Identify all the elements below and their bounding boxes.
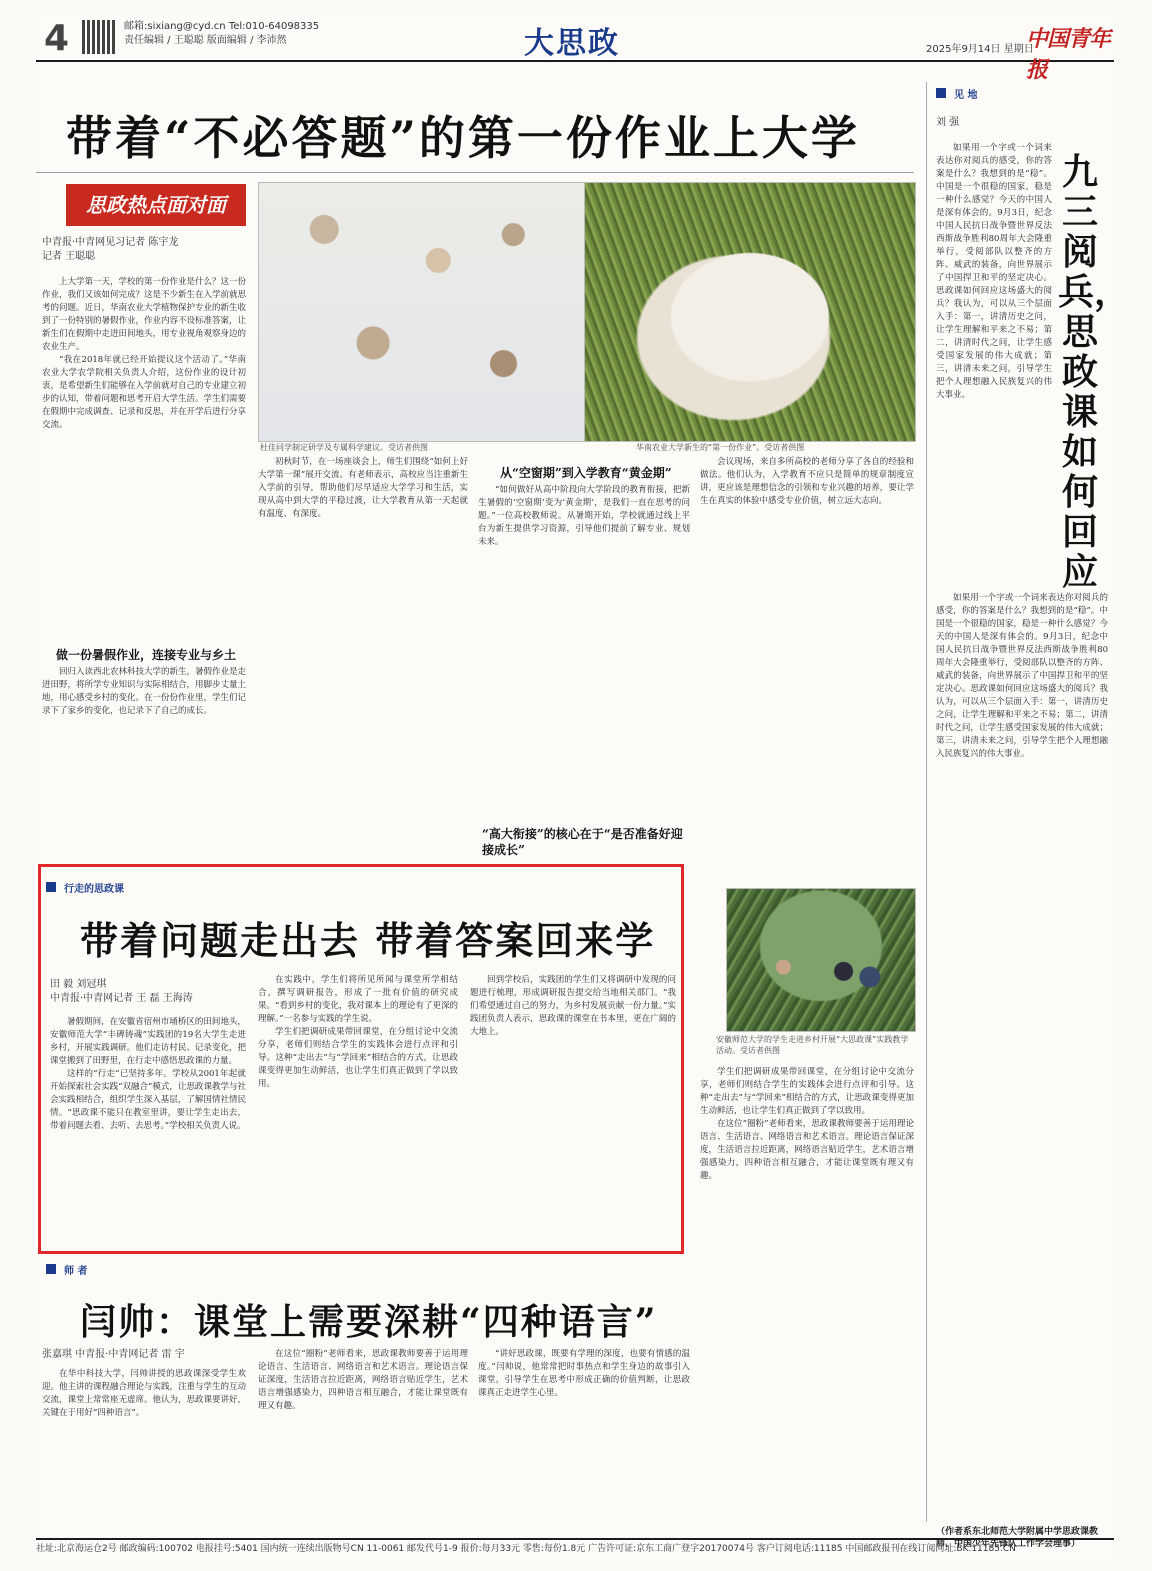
- column-divider: [926, 82, 927, 1522]
- paragraph: 回归入读西北农林科技大学的新生，暑假作业是走进田野，将所学专业知识与实际相结合，用脚步丈量土地，用心感受乡村的变化。在一份份作业里，学生们记录下了家乡的变化，也记录下了自己的成长。: [42, 667, 246, 716]
- qr-code-icon: [82, 20, 116, 54]
- photo-caption: 安徽师范大学的学生走进乡村开展“大思政课”实践教学活动。受访者供图: [716, 1035, 909, 1055]
- tag-marker-icon: [46, 882, 56, 892]
- article1-column: [258, 456, 468, 856]
- page-number: 4: [44, 18, 70, 59]
- contact-info: [124, 20, 319, 48]
- paragraph: 回到学校后，实践团的学生们又将调研中发现的问题进行梳理，形成调研报告提交给当地相关部门。“我们希望通过自己的努力，为乡村发展贡献一份力量。”实践团负责人表示，思政课的课堂在书本里，更在广阔的大地上。: [470, 975, 676, 1037]
- article3-column: [42, 1368, 246, 1532]
- article1-column: [700, 456, 914, 856]
- newspaper-logo: 中国青年报: [1026, 26, 1111, 83]
- article2-byline: [50, 978, 250, 1006]
- article1-column: [42, 666, 246, 858]
- column-tag: 见 地: [954, 90, 978, 101]
- article2-column: [258, 974, 458, 1246]
- article1-column: [478, 484, 690, 824]
- masthead: [36, 12, 1114, 83]
- paragraph: 在这位“圈粉”老师看来，思政课教师要善于运用理论语言、生活语言、网络语言和艺术语言。理论语言保证深度，生活语言拉近距离，网络语言贴近学生，艺术语言增强感染力，四种语言相互融合，才能让课堂既有理又有趣。: [258, 1349, 468, 1411]
- paragraph: 如果用一个字或一个词来表达你对阅兵的感受，你的答案是什么？我想到的是“稳”。中国是一个很稳的国家，稳是一种什么感觉？今天的中国人是深有体会的。9月3日，纪念中国人民抗日战争暨世界反法西斯战争胜利80周年大会隆重举行，受阅部队以整齐的方阵、威武的装备，向世界展示了中国捍卫和平的坚定决心。思政课如何回应这场盛大的阅兵？我认为，可以从三个层面入手：第一，讲清历史之问，让学生理解和平来之不易；第二，讲清时代之问，让学生感受国家发展的伟大成就；第三，讲清未来之问，引导学生把个人理想融入民族复兴的伟大事业。: [936, 143, 1052, 400]
- side-byline: 刘 强: [936, 117, 960, 128]
- byline-reporter: 记者 王聪聪: [42, 251, 96, 262]
- paragraph: 如果用一个字或一个词来表达你对阅兵的感受，你的答案是什么？我想到的是“稳”。中国是一个很稳的国家，稳是一种什么感觉？今天的中国人是深有体会的。9月3日，纪念中国人民抗日战争暨世界反法西斯战争胜利80周年大会隆重举行，受阅部队以整齐的方阵、威武的装备，向世界展示了中国捍卫和平的坚定决心。思政课如何回应这场盛大的阅兵？我认为，可以从三个层面入手：第一，讲清历史之问，让学生理解和平来之不易；第二，讲清时代之问，让学生感受国家发展的伟大成就；第三，讲清未来之问，引导学生把个人理想融入民族复兴的伟大事业。: [936, 593, 1108, 759]
- paragraph: 学生们把调研成果带回课堂，在分组讨论中交流分享，老师们则结合学生的实践体会进行点评和引导。这种“走出去”与“学回来”相结合的方式，让思政课变得更加生动鲜活，也让学生们真正做到了学以致用。: [700, 1067, 914, 1116]
- newspaper-page: [36, 12, 1131, 1562]
- byline-reporter: 中青报·中青网见习记者 陈宇龙: [42, 237, 179, 248]
- paragraph: 在实践中，学生们将所见所闻与课堂所学相结合，撰写调研报告，形成了一批有价值的研究成果。“看到乡村的变化，我对课本上的理论有了更深的理解。”一名参与实践的学生说。: [258, 975, 458, 1024]
- side-column: [936, 592, 1108, 1518]
- article2-continued-column: [700, 1066, 914, 1532]
- column-badge: 思政热点面对面: [66, 184, 246, 226]
- article1-byline: [42, 236, 242, 264]
- column-tag: 行走的思政课: [64, 884, 124, 895]
- subheading: 做一份暑假作业，连接专业与乡土: [56, 648, 237, 662]
- article3-column: [478, 1348, 690, 1532]
- section-title: 大思政: [524, 26, 620, 61]
- issue-date: 2025年9月14日 星期日: [926, 44, 1034, 55]
- byline-reporter: 田 毅 刘冠琪: [50, 979, 107, 990]
- paragraph: 会议现场，来自多所高校的老师分享了各自的经验和做法。他们认为，入学教育不应只是简单的规章制度宣讲，更应该是理想信念的引领和专业兴趣的培养，要让学生在真实的体验中感受专业价值，树立远大志向。: [700, 457, 914, 506]
- article1-column: [42, 276, 246, 642]
- paragraph: 这样的“行走”已坚持多年。学校从2001年起就开始探索社会实践“双融合”模式，让思政课教学与社会实践相结合，组织学生深入基层，了解国情社情民情。“思政课不能只在教室里讲，要让学生走出去，带着问题去看、去听、去思考。”学校相关负责人说。: [50, 1069, 246, 1131]
- subheading: “高大衔接”的核心在于“是否准备好迎接成长”: [482, 827, 683, 857]
- article3-column: [258, 1348, 468, 1532]
- paragraph: 在华中科技大学，闫帅讲授的思政课深受学生欢迎。他主讲的课程融合理论与实践，注重与学生的互动交流，课堂上常常座无虚席。他认为，思政课要讲好，关键在于用好“四种语言”。: [42, 1369, 246, 1418]
- column-tag: 师 者: [64, 1266, 88, 1277]
- contact-line: 邮箱:sixiang@cyd.cn Tel:010-64098335: [124, 21, 320, 32]
- paragraph: “我在2018年就已经开始提议这个活动了。”华南农业大学农学院相关负责人介绍，这份作业的设计初衷，是希望新生们能够在入学前就对自己的专业建立初步的认知，带着问题和思考开启大学生活。学生们需要在假期中完成调查、记录和反思，并在开学后进行分享交流。: [42, 355, 246, 430]
- article3-byline: 张嘉琪 中青报·中青网记者 雷 宇: [42, 1349, 185, 1360]
- paragraph: “如何做好从高中阶段向大学阶段的教育衔接，把新生暑假的‘空窗期’变为‘黄金期’，是我们一直在思考的问题。”一位高校教师说。从暑期开始，学校就通过线上平台为新生提供学习资源，引导他们提前了解专业、规划未来。: [478, 485, 690, 547]
- article2-column: [50, 1016, 246, 1246]
- article2-title: 带着问题走出去 带着答案回来学: [80, 918, 656, 963]
- divider: [36, 172, 914, 173]
- paragraph: “讲好思政课，既要有学理的深度，也要有情感的温度。”闫帅说，他常常把时事热点和学生身边的故事引入课堂，引导学生在思考中形成正确的价值判断，让思政课真正走进学生心里。: [478, 1349, 690, 1398]
- author-signature: （作者系东北师范大学附属中学思政课教师、中国少年先锋队工作学会理事）: [936, 1527, 1099, 1549]
- paragraph: 暑假期间，在安徽省宿州市埇桥区的田间地头，安徽师范大学“丰碑铸魂”实践团的19名大学生走进乡村，开展实践调研。他们走访村民、记录变化，把课堂搬到了田野里，在行走中感悟思政课的力量。: [50, 1017, 246, 1066]
- subheading: 从“空窗期”到入学教育“黄金期”: [500, 466, 672, 480]
- article1-title: 带着“不必答题”的第一份作业上大学: [66, 111, 860, 165]
- tag-marker-icon: [46, 1264, 56, 1274]
- tag-marker-icon: [936, 88, 946, 98]
- article3-title: 闫帅：课堂上需要深耕“四种语言”: [80, 1301, 658, 1343]
- side-column: [936, 142, 1052, 582]
- homework-cards-photo: [584, 182, 916, 442]
- footer-info: 社址:北京海运仓2号 邮政编码:100702 电报挂号:5401 国内统一连续出版物号CN 11-0061 邮发代号1-9 报价:每月33元 零售:每份1.8元 广告许可证:京东工商广登字20170074号 客户订阅电话:11185 中国邮政报刊在线订阅网址:BK.11185.CN: [36, 1538, 1114, 1560]
- side-title: 九三阅兵，思政课如何回应: [1058, 151, 1131, 593]
- article2-column: [470, 974, 676, 1246]
- photo-caption: 华南农业大学新生的“第一份作业”。受访者供图: [636, 443, 805, 452]
- photo-caption: 杜佳同学制定研学及专属科学建议。受访者供图: [260, 443, 428, 452]
- paragraph: 在这位“圈粉”老师看来，思政课教师要善于运用理论语言、生活语言、网络语言和艺术语言。理论语言保证深度，生活语言拉近距离，网络语言贴近学生，艺术语言增强感染力，四种语言相互融合，才能让课堂既有理又有趣。: [700, 1119, 914, 1181]
- paragraph: 初秋时节，在一场座谈会上，师生们围绕“如何上好大学第一课”展开交流。有老师表示，高校应当注重新生入学前的引导，帮助他们尽早适应大学学习和生活，实现从高中到大学的平稳过渡，让大学教育从第一天起就有温度、有深度。: [258, 457, 468, 519]
- study-plan-photo: [258, 182, 586, 442]
- paragraph: 上大学第一天，学校的第一份作业是什么？这一份作业，我们又该如何完成？这是不少新生在入学前就思考的问题。近日，华南农业大学植物保护专业的新生收到了一份特别的暑假作业，作业内容不设标准答案，让新生们在假期中走进田间地头，用专业视角观察身边的农业生产。: [42, 277, 246, 352]
- field-trip-photo: [726, 888, 916, 1032]
- byline-reporter: 中青报·中青网记者 王 磊 王海涛: [50, 993, 193, 1004]
- editor-line: 责任编辑 / 王聪聪 版面编辑 / 李沛然: [124, 35, 287, 46]
- paragraph: 学生们把调研成果带回课堂，在分组讨论中交流分享，老师们则结合学生的实践体会进行点评和引导。这种“走出去”与“学回来”相结合的方式，让思政课变得更加生动鲜活，也让学生们真正做到了学以致用。: [258, 1027, 458, 1089]
